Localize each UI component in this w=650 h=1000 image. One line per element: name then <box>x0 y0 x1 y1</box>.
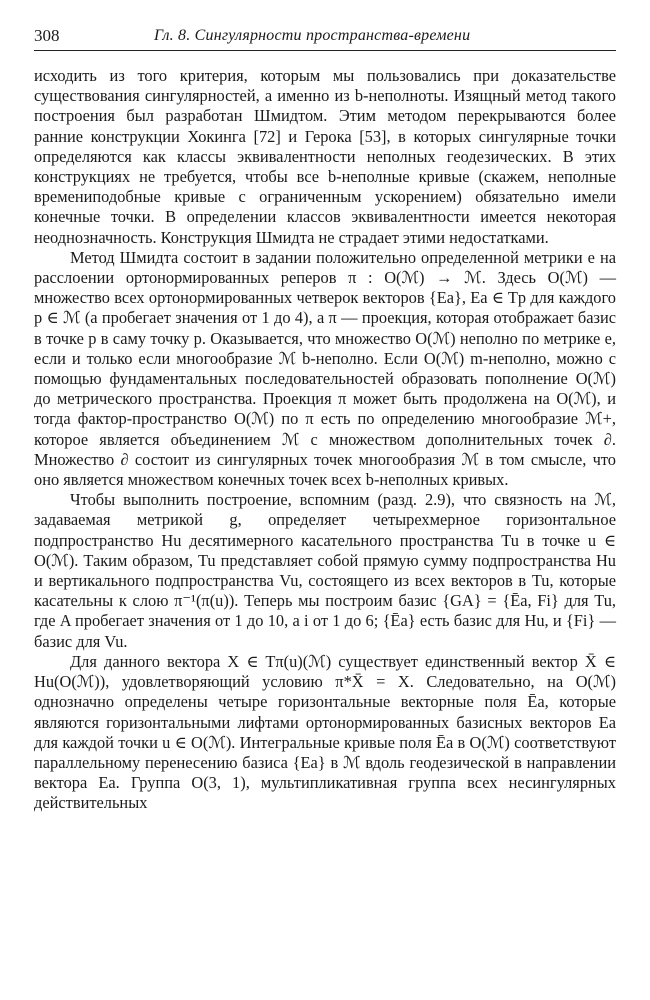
paragraph: Для данного вектора X ∈ Tπ(u)(ℳ) существует единственный вектор X̄ ∈ Hu(O(ℳ)), удовлетворяющий условию π*X̄ = X. Следовательно, на O(ℳ) однозначно определены четыре горизонтальные векторные поля Ēa, которые являются горизонтальными лифтами ортонормированных базисных векторов Ea для каждой точки u ∈ O(ℳ). Интегральные кривые поля Ēa в O(ℳ) соответствуют параллельному перенесению базиса {Ea} в ℳ вдоль геодезической в направлении вектора Ea. Группа O(3, 1), мультипликативная группа всех несингулярных действительных <box>34 651 616 813</box>
page-number: 308 <box>34 26 60 45</box>
page-body <box>34 66 616 814</box>
paragraph: Метод Шмидта состоит в задании положительно определенной метрики e на расслоении ортонормированных реперов π : O(ℳ) → ℳ. Здесь O(ℳ) — множество всех ортонормированных четверок векторов {Ea}, Ea ∈ Tp для каждого p ∈ ℳ (a пробегает значения от 1 до 4), а π — проекция, которая отображает базис в точке p в саму точку p. Оказывается, что множество O(ℳ) неполно по метрике e, если и только если многообразие ℳ b-неполно. Если O(ℳ) m-неполно, можно с помощью фундаментальных последовательностей образовать пополнение O(ℳ) до метрического пространства. Проекция π может быть продолжена на O(ℳ), и тогда фактор-пространство O(ℳ) по π есть по определению многообразие ℳ+, которое является объединением ℳ с множеством дополнительных точек ∂. Множество ∂ состоит из сингулярных точек многообразия ℳ в том смысле, что оно является множеством конечных точек всех b-неполных кривых. <box>34 247 616 490</box>
paragraph: исходить из того критерия, которым мы пользовались при доказательстве существования сингулярностей, а именно из b-неполноты. Изящный метод такого построения был разработан Шмидтом. Этим методом перекрываются более ранние конструкции Хокинга [72] и Герока [53], в которых сингулярные точки определяются как классы эквивалентности неполных геодезических. В этих конструкциях не требуется, чтобы все b-неполные кривые (скажем, неполные времениподобные кривые с ограниченным ускорением) обязательно имели конечные точки. В определении классов эквивалентности имеется некоторая неоднозначность. Конструкция Шмидта не страдает этими недостатками. <box>34 66 616 247</box>
page-header <box>34 24 616 51</box>
paragraph: Чтобы выполнить построение, вспомним (разд. 2.9), что связность на ℳ, задаваемая метрикой g, определяет четырехмерное горизонтальное подпространство Hu десятимерного касательного пространства Tu в точке u ∈ O(ℳ). Таким образом, Tu представляет собой прямую сумму подпространства Hu и вертикального подпространства Vu, состоящего из всех векторов в Tu, которые касательны к слою π⁻¹(π(u)). Теперь мы построим базис {GA} = {Ēa, Fi} для Tu, где A пробегает значения от 1 до 10, а i от 1 до 6; {Ēa} есть базис для Hu, и {Fi} — базис для Vu. <box>34 490 616 651</box>
running-title: Гл. 8. Сингулярности пространства-времени <box>154 27 471 44</box>
